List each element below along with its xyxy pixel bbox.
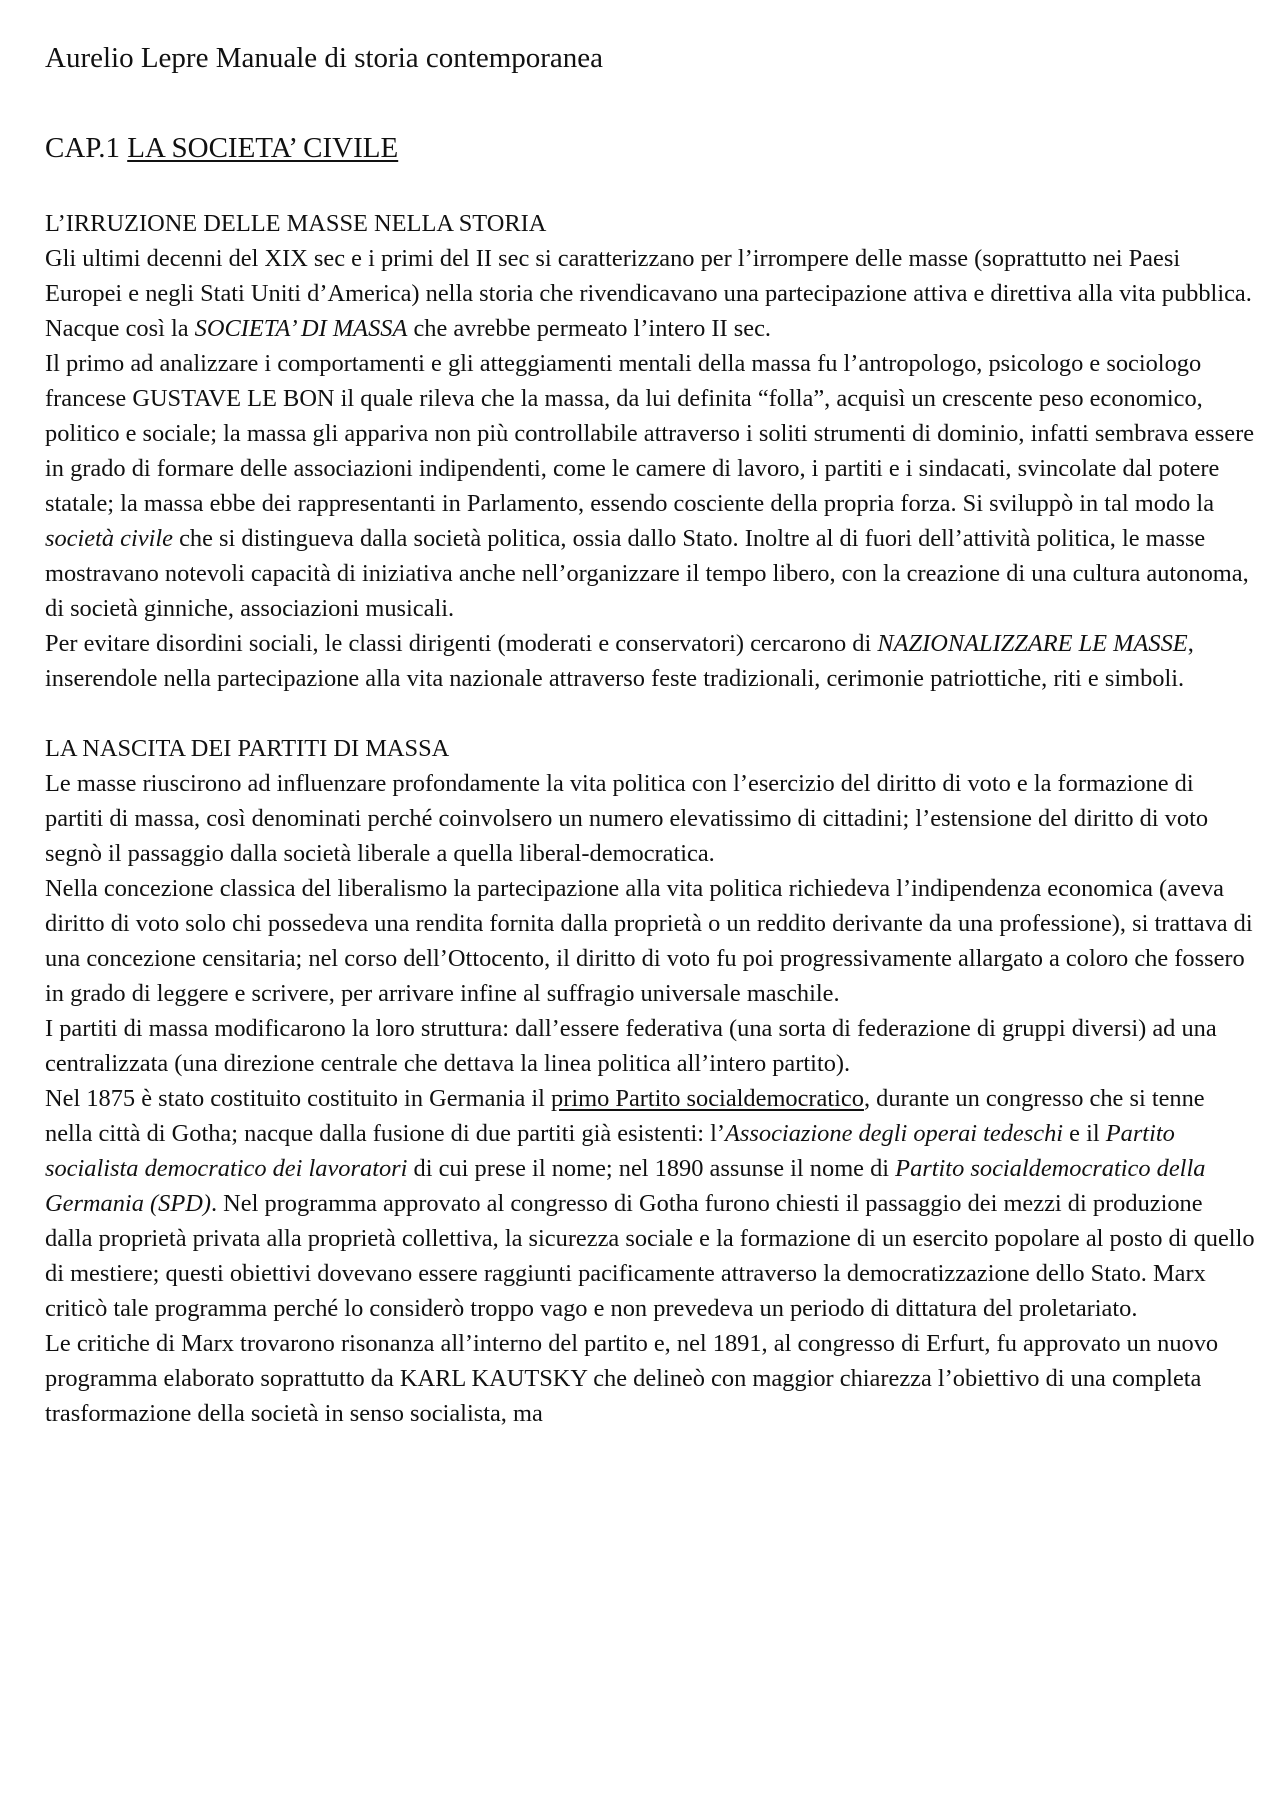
paragraph bbox=[45, 626, 1255, 696]
paragraph: I partiti di massa modificarono la loro struttura: dall’essere federativa (una sorta di federazione di gruppi diversi) ad una centralizzata (una direzione centrale che dettava la linea politica all’intero partito). bbox=[45, 1015, 1217, 1077]
chapter-heading bbox=[45, 128, 1255, 168]
emphasis-text: Partito socialdemocratico della Germania (SPD) bbox=[45, 1155, 1206, 1217]
text-run: che avrebbe permeato l’intero II sec. bbox=[407, 315, 772, 342]
text-run: , inserendole nella partecipazione alla vita nazionale attraverso feste tradizionali, cerimonie patriottiche, riti e simboli. bbox=[45, 630, 1194, 692]
chapter-number: CAP.1 bbox=[45, 132, 128, 164]
section-title-partiti: LA NASCITA DEI PARTITI DI MASSA bbox=[45, 735, 450, 762]
text-run: e il bbox=[1063, 1120, 1106, 1147]
paragraph bbox=[45, 1081, 1255, 1326]
chapter-title: LA SOCIETA’ CIVILE bbox=[127, 132, 399, 164]
text-run: di cui prese il nome; nel 1890 assunse il nome di bbox=[407, 1155, 896, 1182]
text-run: che si distingueva dalla società politica, ossia dallo Stato. Inoltre al di fuori dell’attività politica, le masse mostravano notevoli capacità di iniziativa anche nell’organizzare il tempo libero, con la creazione di una cultura autonoma, di società ginniche, associazioni musicali. bbox=[45, 525, 1249, 622]
paragraph: Le masse riuscirono ad influenzare profondamente la vita politica con l’esercizio del diritto di voto e la formazione di partiti di massa, così denominati perché coinvolsero un numero elevatissimo di cittadini; l’estensione del diritto di voto segnò il passaggio dalla società liberale a quella liberal-democratica. bbox=[45, 770, 1209, 867]
paragraph bbox=[45, 241, 1255, 346]
section-spacer bbox=[45, 696, 1255, 731]
emphasis-text: NAZIONALIZZARE LE MASSE bbox=[877, 630, 1188, 657]
paragraph: Le critiche di Marx trovarono risonanza all’interno del partito e, nel 1891, al congresso di Erfurt, fu approvato un nuovo programma elaborato soprattutto da KARL KAUTSKY che delineò con maggior chiarezza l’obiettivo di una completa trasformazione della società in senso socialista, ma bbox=[45, 1330, 1219, 1427]
text-run: Il primo ad analizzare i comportamenti e gli atteggiamenti mentali della massa fu l’antropologo, psicologo e sociologo francese GUSTAVE LE BON il quale rileva che la massa, da lui definita “folla”, acquisì un crescente peso economico, politico e sociale; la massa gli appariva non più controllabile attraverso i soliti strumenti di dominio, infatti sembrava essere in grado di formare delle associazioni indipendenti, come le camere di lavoro, i partiti e i sindacati, svincolate dal potere statale; la massa ebbe dei rappresentanti in Parlamento, essendo cosciente della propria forza. Si sviluppò in tal modo la bbox=[45, 350, 1255, 517]
text-run: Per evitare disordini sociali, le classi dirigenti (moderati e conservatori) cercarono di bbox=[45, 630, 878, 657]
text-run: , durante un congresso che si tenne nella città di Gotha; nacque dalla fusione di due partiti già esistenti: l’ bbox=[45, 1085, 1205, 1147]
underlined-text: primo Partito socialdemocratico bbox=[551, 1085, 864, 1112]
document-title: Aurelio Lepre Manuale di storia contemporanea bbox=[45, 42, 604, 74]
emphasis-text: SOCIETA’ DI MASSA bbox=[194, 315, 408, 342]
text-run: Gli ultimi decenni del XIX sec e i primi del II sec si caratterizzano per l’irrompere delle masse (soprattutto nei Paesi Europei e negli Stati Uniti d’America) nella storia che rivendicavano una partecipazione attiva e direttiva alla vita pubblica. Nacque così la bbox=[45, 245, 1252, 342]
emphasis-text: Partito socialista democratico dei lavoratori bbox=[45, 1120, 1175, 1182]
paragraph bbox=[45, 346, 1255, 626]
text-run: . Nel programma approvato al congresso di Gotha furono chiesti il passaggio dei mezzi di produzione dalla proprietà privata alla proprietà collettiva, la sicurezza sociale e la formazione di un esercito popolare al posto di quello di mestiere; questi obiettivi dovevano essere raggiunti pacificamente attraverso la democratizzazione dello Stato. Marx criticò tale programma perché lo considerò troppo vago e non prevedeva un periodo di dittatura del proletariato. bbox=[45, 1190, 1255, 1322]
emphasis-text: società civile bbox=[45, 525, 173, 552]
text-run: Nel 1875 è stato costituito costituito in Germania il bbox=[45, 1085, 552, 1112]
document-page bbox=[45, 38, 1255, 1431]
paragraph: Nella concezione classica del liberalismo la partecipazione alla vita politica richiedeva l’indipendenza economica (aveva diritto di voto solo chi possedeva una rendita fornita dalla proprietà o un reddito derivante da una professione), si trattava di una concezione censitaria; nel corso dell’Ottocento, il diritto di voto fu poi progressivamente allargato a coloro che fossero in grado di leggere e scrivere, per arrivare infine al suffragio universale maschile. bbox=[45, 875, 1253, 1007]
section-title-irruzione: L’IRRUZIONE DELLE MASSE NELLA STORIA bbox=[45, 210, 547, 237]
emphasis-text: Associazione degli operai tedeschi bbox=[725, 1120, 1064, 1147]
